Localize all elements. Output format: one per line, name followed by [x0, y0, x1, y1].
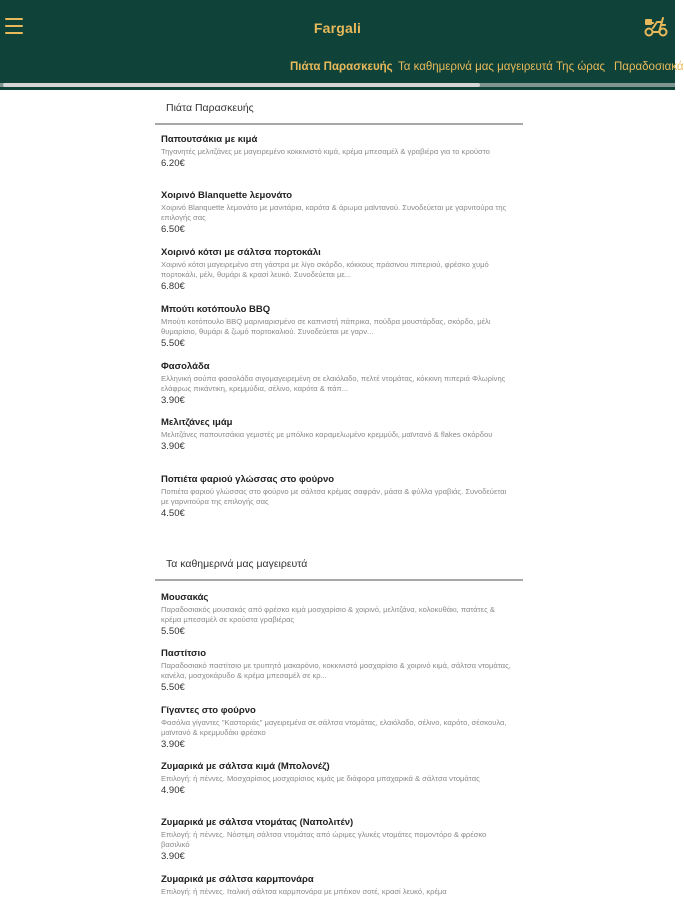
- item-price: 3.90€: [161, 851, 185, 862]
- menu-content: [0, 90, 675, 900]
- item-name: Γίγαντες στο φούρνο: [161, 705, 256, 716]
- item-description: Μελιτζάνες παπουτσάκια γεμιστές με μπόλικο καραμελωμένο κρεμμύδι, μαϊντανό & flakes σκόρδου: [161, 430, 493, 439]
- section-header: [155, 102, 523, 125]
- item-name: Ζυμαρικά με σάλτσα ντομάτας (Ναπολιτέν): [161, 817, 354, 828]
- item-description: Επιλογή: ή πέννες. Μοσχαρίσιος μοσχαρίσιος κιμάς με διάφορα μπαχαρικά & σάλτσα ντομάτας: [161, 774, 480, 783]
- item-price: 3.90€: [161, 441, 185, 452]
- app-bar: [0, 0, 684, 90]
- item-description: Τηγανητές μελιτζάνες με μαγειρεμένο κοκκινιστό κιμά, κρέμα μπεσαμέλ & γραβιέρα για το κρούστο: [161, 147, 490, 156]
- item-price: 5.50€: [161, 682, 185, 693]
- menu-item[interactable]: [161, 247, 516, 292]
- item-price: 4.90€: [161, 785, 185, 796]
- item-price: 5.50€: [161, 626, 185, 637]
- item-name: Μελιτζάνες ιμάμ: [161, 417, 233, 428]
- item-description: Επιλογή: ή πέννες. Νόστιμη σάλτσα ντομάτας από ώριμες γλυκές ντομάτες πομοντόρο & φρέσκο βασιλικό: [161, 830, 487, 849]
- item-description: Χοιρινό Blanquette λεμονάτο με μανιτάρια, καρότα & άρωμα μαϊντανού. Συνοδεύεται με γαρνιτούρα της επιλογής σας: [161, 203, 507, 222]
- item-name: Ζυμαρικά με σάλτσα καρμπονάρα: [161, 874, 314, 885]
- item-price: 6.20€: [161, 158, 185, 169]
- item-name: Ποπιέτα φαριού γλώσσας στο φούρνο: [161, 474, 335, 485]
- menu-item[interactable]: [161, 361, 516, 406]
- item-name: Μουσακάς: [161, 592, 209, 603]
- item-description: Μπούτι κοτόπουλο BBQ μαρινιαρισμένο σε καπνιστή πάπρικα, πούδρα μουστάρδας, σκόρδο, μέλι θυμαρίσιο, θυμάρι & ζωμό πορτοκαλιού. Συνοδεύεται με γαρν...: [161, 317, 491, 336]
- item-name: Χοιρινό Blanquette λεμονάτο: [161, 190, 293, 201]
- item-price: 6.80€: [161, 281, 185, 292]
- section-header: [155, 558, 523, 581]
- app-title: Fargali: [313, 20, 362, 36]
- item-price: 6.50€: [161, 224, 185, 235]
- tab-grill[interactable]: Της ώρας: [556, 61, 606, 73]
- menu-item[interactable]: [161, 474, 516, 519]
- section-title: Τα καθημερινά μας μαγειρευτά: [166, 558, 308, 570]
- item-name: Παστίτσιο: [161, 648, 206, 659]
- item-name: Χοιρινό κότσι με σάλτσα πορτοκάλι: [161, 247, 321, 258]
- menu-item[interactable]: [161, 190, 516, 235]
- menu-item[interactable]: [161, 874, 516, 898]
- scooter-delivery-icon[interactable]: [643, 14, 669, 38]
- item-name: Μπούτι κοτόπουλο BBQ: [161, 304, 271, 315]
- menu-item[interactable]: [161, 134, 516, 169]
- menu-item[interactable]: [161, 761, 516, 796]
- tab-scroll-thumb[interactable]: [3, 83, 480, 87]
- item-description: Παραδοσιακός μουσακάς από φρέσκο κιμά μοσχαρίσιο & χοιρινό, μελιτζάνα, κολοκυθάκι, πατάτες & κρέμα μπεσαμέλ σε κρούστα γραβιέρας: [161, 605, 495, 624]
- section-divider: [155, 579, 523, 581]
- menu-item[interactable]: [161, 592, 516, 637]
- menu-item[interactable]: [161, 817, 516, 862]
- item-description: Φασόλια γίγαντες "Καστοριάς" μαγειρεμένα σε σάλτσα ντομάτας, ελαιόλαδο, σέλινο, καρότο, σέσκουλα, μαϊντανό & κρεμμυδάκι φρέσκο: [161, 718, 507, 737]
- item-description: Χοιρινό κότσι μαγειρεμένο στη γάστρα με λίγο σκόρδο, κόκκους πράσινου πιπεριού, φρέσκο χυμό πορτοκάλι, μέλι, θυμάρι & κρασί λευκό. Συνοδεύεται με...: [161, 260, 489, 279]
- menu-item[interactable]: [161, 648, 516, 693]
- menu-item[interactable]: [161, 705, 516, 750]
- item-description: Ποπιέτα φαριού γλώσσας στο φούρνο με σάλτσα κρέμας σαφράν, μάσα & φύλλα γραβιάς. Συνοδεύεται με γαρνιτούρα της επιλογής σας: [161, 487, 507, 506]
- section-title: Πιάτα Παρασκευής: [166, 102, 254, 114]
- item-description: Επιλογή: ή πέννες. Ιταλική σάλτσα καρμπονάρα με μπέικον σοτέ, κρασί λευκό, κρέμα: [161, 887, 447, 896]
- item-name: Παπουτσάκια με κιμά: [161, 134, 258, 145]
- section-divider: [155, 123, 523, 125]
- item-price: 3.90€: [161, 395, 185, 406]
- item-description: Ελληνική σούπα φασολάδα σιγομαγειρεμένη σε ελαιόλαδο, πελτέ ντομάτας, κόκκινη πιπεριά Φλωρίνης ελάφρως πικάντικη, κρεμμύδια, σέλινο, καρότα & πάπ...: [161, 374, 506, 393]
- tab-fridays-dishes[interactable]: Πιάτα Παρασκευής: [290, 61, 393, 73]
- item-price: 5.50€: [161, 338, 185, 349]
- tab-daily-dishes[interactable]: Τα καθημερινά μας μαγειρευτά: [398, 61, 553, 73]
- item-name: Φασολάδα: [161, 361, 210, 372]
- category-tabs: [0, 56, 684, 78]
- item-price: 4.50€: [161, 508, 185, 519]
- item-description: Παραδοσιακό παστίτσιο με τρυπητό μακαρόνιο, κοκκινιστό μοσχαρίσιο & χοιρινό κιμά, σάλτσα ντομάτας, κανέλα, μοσχοκάρυδο & κρέμα μπεσαμέλ σε κρ...: [161, 661, 511, 680]
- tab-traditional[interactable]: Παραδοσιακά: [614, 61, 684, 73]
- menu-item[interactable]: [161, 304, 516, 349]
- menu-item[interactable]: [161, 417, 516, 452]
- item-price: 3.90€: [161, 739, 185, 750]
- item-name: Ζυμαρικά με σάλτσα κιμά (Μπολονέζ): [161, 761, 330, 772]
